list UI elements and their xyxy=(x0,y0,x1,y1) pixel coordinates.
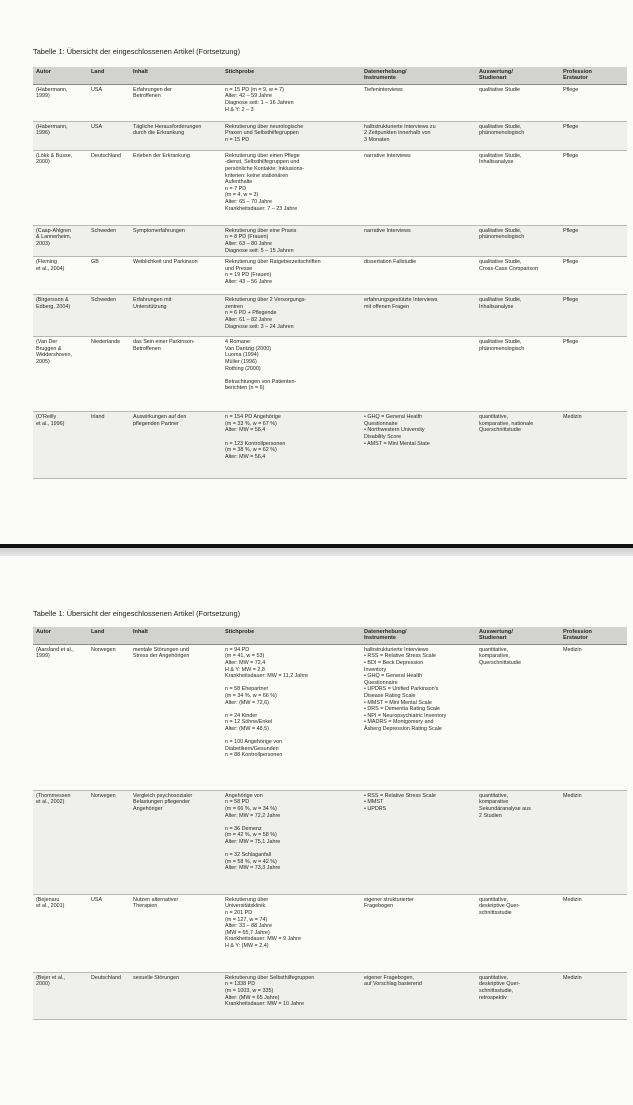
cell-stichprobe: Angehörige von n = 58 PD (m = 66 %, w = 34 %) Alter: MW = 72,2 Jahre n = 36 Demenz (m = 42 %, w = 58 %) Alter: MW = 75,1 Jahre n = 32 Schlaganfall (m = 58 %, w = 42 %) Alter: MW = 73,3 Jahre xyxy=(222,790,361,894)
cell-profession: Medizin xyxy=(560,972,627,1019)
articles-table xyxy=(33,627,627,1020)
cell-profession: Pflege xyxy=(560,121,627,150)
cell-datenerhebung: narrative Interviews xyxy=(361,150,476,225)
cell-stichprobe: Rekrutierung über Universitätsklinik n = 201 PD (m = 127, w = 74) Alter: 33 – 88 Jahre (MW = 65,7 Jahre) Krankheitsdauer: MW = 9 Jahre H & Y: (MW = 2,4) xyxy=(222,894,361,972)
cell-land: Irland xyxy=(88,412,130,479)
table-caption: Tabelle 1: Übersicht der eingeschlossenen Artikel (Fortsetzung) xyxy=(33,47,241,56)
table-row xyxy=(33,972,627,1019)
cell-autor: (Bejenaru et al., 2001) xyxy=(33,894,88,972)
cell-profession: Pflege xyxy=(560,295,627,337)
cell-datenerhebung: halbstrukturierte Interviews zu 2 Zeitpunkten innerhalb von 3 Monaten xyxy=(361,121,476,150)
cell-land: Schweden xyxy=(88,225,130,256)
cell-stichprobe: Rekrutierung über 2 Versorgungs- zentren n = 6 PD + Pflegende Alter: 61 – 82 Jahre Diagnose seit: 3 – 24 Jahren xyxy=(222,295,361,337)
header-auswertung: Auswertung/ Studienart xyxy=(476,67,560,84)
cell-autor: (O'Reilly et al., 1996) xyxy=(33,412,88,479)
cell-datenerhebung: eigener Fragebogen, auf Vorschlag basierend xyxy=(361,972,476,1019)
cell-auswertung: qualitative Studie, Cross-Case Comparison xyxy=(476,257,560,295)
cell-stichprobe: n = 15 PD (m = 9, w = 7) Alter: 42 – 59 Jahre Diagnose seit: 1 – 16 Jahren H & Y: 2 – 3 xyxy=(222,84,361,121)
cell-stichprobe: Rekrutierung über Selbsthilfegruppen n = 1338 PD (m = 1003, w = 335) Alter: (MW = 65 Jahre) Krankheitsdauer: MW = 10 Jahre xyxy=(222,972,361,1019)
cell-inhalt: Weiblichkeit und Parkinson xyxy=(130,257,222,295)
cell-stichprobe: Rekrutierung über neurologische Praxen und Selbsthilfegruppen n = 15 PD xyxy=(222,121,361,150)
cell-auswertung: quantitative, deskriptive Quer- schnittsstudie, retrospektiv xyxy=(476,972,560,1019)
cell-stichprobe: n = 94 PD (m = 41, w = 53) Alter: MW = 72,4 H & Y: MW = 2,8 Krankheitsdauer: MW = 11,2 Jahre n = 58 Ehepartner (m = 34 %, w = 66 %) Alter: (MW = 72,6) n = 24 Kinder n = 12 Söhne/Enkel Alter: (MW = 48,5) n = 100 Angehörige von Diabetikern/Gesunden n = 88 Kontrollpersonen xyxy=(222,644,361,790)
table-row xyxy=(33,150,627,225)
cell-stichprobe: n = 154 PD Angehörige (m = 33 %, w = 67 %) Alter: MW = 58,4 n = 123 Kontrollpersonen (m = 38 %, w = 62 %) Alter: MW = 56,4 xyxy=(222,412,361,479)
cell-land: Norwegen xyxy=(88,790,130,894)
header-profession: Profession Erstautor xyxy=(560,67,627,84)
cell-inhalt: Vergleich psychosozialer Belastungen pflegender Angehöriger xyxy=(130,790,222,894)
cell-profession: Pflege xyxy=(560,84,627,121)
table-row xyxy=(33,257,627,295)
cell-auswertung: qualitative Studie xyxy=(476,84,560,121)
cell-land: GB xyxy=(88,257,130,295)
table-header-row xyxy=(33,67,627,84)
cell-datenerhebung xyxy=(361,337,476,412)
cell-land: Norwegen xyxy=(88,644,130,790)
table-row xyxy=(33,121,627,150)
cell-profession: Medizin xyxy=(560,790,627,894)
cell-stichprobe: 4 Romane: Van Dantzig (2000) Luoma (1994) Müller (1996) Rothing (2000) Betrachtungen von Patienten- berichten (n = 6) xyxy=(222,337,361,412)
document-page-2 xyxy=(0,556,633,1105)
cell-datenerhebung: • RSS = Relative Stress Scale • MMST • UPDRS xyxy=(361,790,476,894)
header-stichprobe: Stichprobe xyxy=(222,67,361,84)
cell-auswertung: qualitative Studie, Inhaltsanalyse xyxy=(476,295,560,337)
cell-autor: (Lökk & Busse, 2000) xyxy=(33,150,88,225)
cell-auswertung: qualitative Studie, Inhaltsanalyse xyxy=(476,150,560,225)
table-row xyxy=(33,337,627,412)
cell-profession: Medizin xyxy=(560,894,627,972)
header-inhalt: Inhalt xyxy=(130,67,222,84)
cell-inhalt: Symptomerfahrungen xyxy=(130,225,222,256)
header-inhalt: Inhalt xyxy=(130,627,222,644)
cell-auswertung: quantitative, komparative Sekundäranalyse aus 2 Studien xyxy=(476,790,560,894)
cell-autor: (Habermann, 1996) xyxy=(33,121,88,150)
cell-land: USA xyxy=(88,84,130,121)
cell-inhalt: Auswirkungen auf den pflegenden Partner xyxy=(130,412,222,479)
cell-datenerhebung: dissertation Fallstudie xyxy=(361,257,476,295)
cell-stichprobe: Rekrutierung über einen Pflege -dienst, Selbsthilfegruppen und persönliche Kontakte; Inklusions- kriterien: keine stationären Aufenthalte n = 7 PD (m = 4, w = 3) Alter: 65 – 70 Jahre Krankheitsdauer: 7 – 23 Jahre xyxy=(222,150,361,225)
table-row xyxy=(33,894,627,972)
cell-auswertung: qualitative Studie, phänomenologisch xyxy=(476,337,560,412)
header-stichprobe: Stichprobe xyxy=(222,627,361,644)
cell-profession: Pflege xyxy=(560,257,627,295)
table-row xyxy=(33,84,627,121)
cell-stichprobe: Rekrutierung über eine Praxis n = 8 PD (Frauen) Alter: 63 – 80 Jahre Diagnose seit: 5 – 15 Jahren xyxy=(222,225,361,256)
cell-inhalt: mentale Störungen und Stress der Angehörigen xyxy=(130,644,222,790)
cell-datenerhebung: eigener strukturierter Fragebogen xyxy=(361,894,476,972)
cell-inhalt: Erfahrungen der Betroffenen xyxy=(130,84,222,121)
table-caption: Tabelle 1: Übersicht der eingeschlossenen Artikel (Fortsetzung) xyxy=(33,609,241,618)
cell-land: Niederlande xyxy=(88,337,130,412)
header-datenerhebung: Datenerhebung/ Instrumente xyxy=(361,67,476,84)
cell-inhalt: Erfahrungen mit Unterstützung xyxy=(130,295,222,337)
cell-auswertung: quantitative, komparative, nationale Querschnittstudie xyxy=(476,412,560,479)
cell-land: Deutschland xyxy=(88,150,130,225)
cell-datenerhebung: Tiefeninterviews xyxy=(361,84,476,121)
cell-profession: Pflege xyxy=(560,337,627,412)
table-row xyxy=(33,790,627,894)
cell-profession: Medizin xyxy=(560,412,627,479)
cell-profession: Pflege xyxy=(560,150,627,225)
cell-autor: (Van Der Bruggen & Widdershoven, 2005) xyxy=(33,337,88,412)
cell-autor: (Caap-Ahlgren & Lannerheim, 2003) xyxy=(33,225,88,256)
table-header-row xyxy=(33,627,627,644)
cell-autor: (Habermann, 1999) xyxy=(33,84,88,121)
articles-table xyxy=(33,67,627,479)
cell-auswertung: quantitative, komparative, Querschnittstudie xyxy=(476,644,560,790)
cell-autor: (Bejer et al., 2000) xyxy=(33,972,88,1019)
cell-land: Schweden xyxy=(88,295,130,337)
cell-inhalt: Nutzen alternativer Therapien xyxy=(130,894,222,972)
cell-inhalt: sexuelle Störungen xyxy=(130,972,222,1019)
cell-inhalt: das Sein einer Parkinson- Betroffenen xyxy=(130,337,222,412)
header-profession: Profession Erstautor xyxy=(560,627,627,644)
cell-autor: (Aarsland et al., 1999) xyxy=(33,644,88,790)
page-separator xyxy=(0,544,633,556)
cell-inhalt: Erleben der Erkrankung xyxy=(130,150,222,225)
table-row xyxy=(33,412,627,479)
cell-datenerhebung: • GHQ = General Health Questionnaire • Northwestern University Disability Score • AMST = Mini Mental State xyxy=(361,412,476,479)
cell-stichprobe: Rekrutierung über Ratgeberzeitschriften und Presse n = 19 PD (Frauen) Alter: 43 – 56 Jahre xyxy=(222,257,361,295)
table-row xyxy=(33,644,627,790)
cell-land: Deutschland xyxy=(88,972,130,1019)
cell-datenerhebung: narrative Interviews xyxy=(361,225,476,256)
header-land: Land xyxy=(88,67,130,84)
header-auswertung: Auswertung/ Studienart xyxy=(476,627,560,644)
table-row xyxy=(33,225,627,256)
header-autor: Autor xyxy=(33,627,88,644)
cell-auswertung: qualitative Studie, phänomenologisch xyxy=(476,225,560,256)
cell-profession: Medizin xyxy=(560,644,627,790)
cell-auswertung: quantitative, deskriptive Quer- schnittsstudie xyxy=(476,894,560,972)
header-land: Land xyxy=(88,627,130,644)
cell-datenerhebung: erfahrungsgestützte Interviews mit offenen Fragen xyxy=(361,295,476,337)
cell-profession: Pflege xyxy=(560,225,627,256)
cell-autor: (Thommessen et al., 2002) xyxy=(33,790,88,894)
cell-datenerhebung: halbstrukturierte Interviews • RSS = Relative Stress Scale • BDI = Beck Depression Inventory • GHQ = General Health Questionnaire • UPDRS = Unified Parkinson's Disease Rating Scale • MMST = Mini Mental Scale • DRS = Dementia Rating Scale • NPI = Neuropsychiatric Inventory • MADRS = Montgomery and Åsberg Depression Rating Scale xyxy=(361,644,476,790)
cell-autor: (Fleming et al., 2004) xyxy=(33,257,88,295)
cell-land: USA xyxy=(88,121,130,150)
header-datenerhebung: Datenerhebung/ Instrumente xyxy=(361,627,476,644)
cell-land: USA xyxy=(88,894,130,972)
cell-autor: (Birgersson & Edberg, 2004) xyxy=(33,295,88,337)
cell-auswertung: qualitative Studie, phänomenologisch xyxy=(476,121,560,150)
header-autor: Autor xyxy=(33,67,88,84)
document-page-1 xyxy=(0,0,633,550)
table-row xyxy=(33,295,627,337)
cell-inhalt: Tägliche Herausforderungen durch die Erkrankung xyxy=(130,121,222,150)
